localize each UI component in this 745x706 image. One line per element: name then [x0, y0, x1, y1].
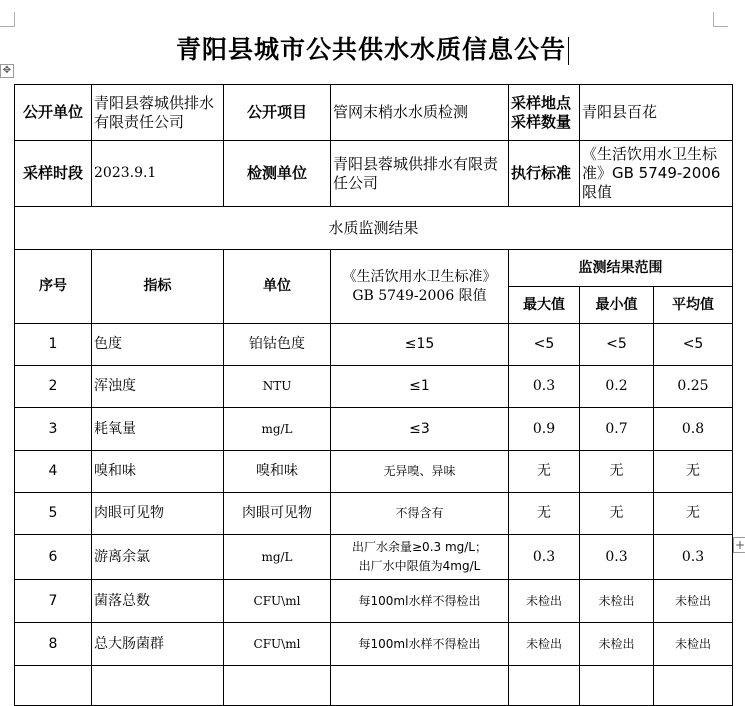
cell-max: 无 [509, 451, 580, 493]
table-row-empty [15, 666, 733, 706]
section-row [15, 207, 733, 250]
publish-item-label: 公开项目 [224, 85, 331, 141]
header-row [15, 250, 733, 287]
cell-limit: 每100ml水样不得检出 [331, 580, 509, 623]
cell-min: 未检出 [580, 580, 654, 623]
cell-indicator: 肉眼可见物 [92, 493, 224, 535]
standard-label: 执行标准 [509, 141, 580, 207]
header-avg: 平均值 [654, 287, 733, 324]
header-min: 最小值 [580, 287, 654, 324]
cell-limit [331, 535, 509, 580]
cell-limit: 无异嗅、异味 [331, 451, 509, 493]
publish-item-value: 管网末梢水水质检测 [331, 85, 509, 141]
cell-max: 无 [509, 493, 580, 535]
table-row [15, 535, 733, 580]
cell-limit: ≤1 [331, 366, 509, 408]
sample-count-label-line: 采样数量 [511, 112, 572, 131]
standard-value: 《生活饮用水卫生标准》GB 5749-2006 限值 [580, 141, 733, 207]
cell-min: 无 [580, 493, 654, 535]
cell-max: <5 [509, 324, 580, 366]
cell-min: 0.3 [580, 535, 654, 580]
cell-no: 4 [15, 451, 92, 493]
cell-limit: 每100ml水样不得检出 [331, 623, 509, 666]
table-row [15, 451, 733, 493]
cell-min: <5 [580, 324, 654, 366]
empty-cell [224, 666, 331, 706]
text-caret [568, 37, 569, 65]
cell-limit-line-2: 出厂水中限值为4mg/L [358, 559, 481, 573]
cell-max: 0.9 [509, 408, 580, 451]
table-row [15, 493, 733, 535]
sample-time-value: 2023.9.1 [92, 141, 224, 207]
empty-cell [580, 666, 654, 706]
cell-no: 6 [15, 535, 92, 580]
cell-indicator: 嗅和味 [92, 451, 224, 493]
cell-indicator: 耗氧量 [92, 408, 224, 451]
empty-cell [15, 666, 92, 706]
cell-avg: 未检出 [654, 623, 733, 666]
cell-indicator: 总大肠菌群 [92, 623, 224, 666]
cell-min: 0.2 [580, 366, 654, 408]
table-row [15, 408, 733, 451]
test-unit-label: 检测单位 [224, 141, 331, 207]
cell-unit: CFU\ml [224, 623, 331, 666]
cell-indicator: 浑浊度 [92, 366, 224, 408]
cell-no: 3 [15, 408, 92, 451]
cell-limit: 不得含有 [331, 493, 509, 535]
cell-avg: 无 [654, 493, 733, 535]
publish-unit-label: 公开单位 [15, 85, 92, 141]
cell-indicator: 色度 [92, 324, 224, 366]
cell-unit: 铂钴色度 [224, 324, 331, 366]
cell-min: 0.7 [580, 408, 654, 451]
cell-max: 未检出 [509, 623, 580, 666]
cell-indicator: 菌落总数 [92, 580, 224, 623]
sample-time-label: 采样时段 [15, 141, 92, 207]
cell-max: 0.3 [509, 366, 580, 408]
cell-avg: 0.25 [654, 366, 733, 408]
header-limit-line-2: GB 5749-2006 限值 [352, 287, 487, 304]
cell-unit: 嗅和味 [224, 451, 331, 493]
cell-no: 8 [15, 623, 92, 666]
info-row [15, 141, 733, 207]
page-corner-mark [0, 12, 15, 27]
cell-unit: 肉眼可见物 [224, 493, 331, 535]
cell-unit: mg/L [224, 408, 331, 451]
header-indicator: 指标 [92, 250, 224, 324]
cell-unit: CFU\ml [224, 580, 331, 623]
page-title-text: 青阳县城市公共供水水质信息公告 [175, 35, 566, 64]
section-title: 水质监测结果 [15, 207, 733, 250]
cell-no: 5 [15, 493, 92, 535]
cell-avg: 未检出 [654, 580, 733, 623]
header-max: 最大值 [509, 287, 580, 324]
cell-unit: NTU [224, 366, 331, 408]
cell-max: 0.3 [509, 535, 580, 580]
cell-avg: 0.8 [654, 408, 733, 451]
empty-cell [331, 666, 509, 706]
empty-cell [509, 666, 580, 706]
sample-site-value: 青阳县百花 [580, 85, 733, 141]
table-row [15, 623, 733, 666]
cell-limit: ≤3 [331, 408, 509, 451]
water-quality-table [14, 84, 733, 706]
empty-cell [654, 666, 733, 706]
cell-avg: <5 [654, 324, 733, 366]
publish-unit-value: 青阳县蓉城供排水有限责任公司 [92, 85, 224, 141]
page-corner-mark [713, 12, 728, 27]
cell-no: 7 [15, 580, 92, 623]
cell-limit: ≤15 [331, 324, 509, 366]
cell-avg: 无 [654, 451, 733, 493]
info-row [15, 85, 733, 141]
cell-indicator: 游离余氯 [92, 535, 224, 580]
cell-avg: 0.3 [654, 535, 733, 580]
add-column-icon[interactable]: + [734, 538, 745, 552]
sample-site-label [509, 85, 580, 141]
cell-limit-line-1: 出厂水余量≥0.3 mg/L； [352, 540, 487, 554]
cell-unit: mg/L [224, 535, 331, 580]
test-unit-value: 青阳县蓉城供排水有限责任公司 [331, 141, 509, 207]
cell-min: 无 [580, 451, 654, 493]
table-row [15, 366, 733, 408]
cell-min: 未检出 [580, 623, 654, 666]
cell-no: 2 [15, 366, 92, 408]
page-title[interactable] [0, 30, 745, 66]
cell-max: 未检出 [509, 580, 580, 623]
header-limit-line-1: 《生活饮用水卫生标准》 [342, 268, 497, 285]
header-unit: 单位 [224, 250, 331, 324]
empty-cell [92, 666, 224, 706]
header-range: 监测结果范围 [509, 250, 733, 287]
sample-site-label-line: 采样地点 [511, 93, 572, 112]
table-move-handle-icon[interactable]: ✥ [0, 64, 14, 78]
table-row [15, 580, 733, 623]
header-limit [331, 250, 509, 324]
table-row [15, 324, 733, 366]
cell-no: 1 [15, 324, 92, 366]
header-no: 序号 [15, 250, 92, 324]
